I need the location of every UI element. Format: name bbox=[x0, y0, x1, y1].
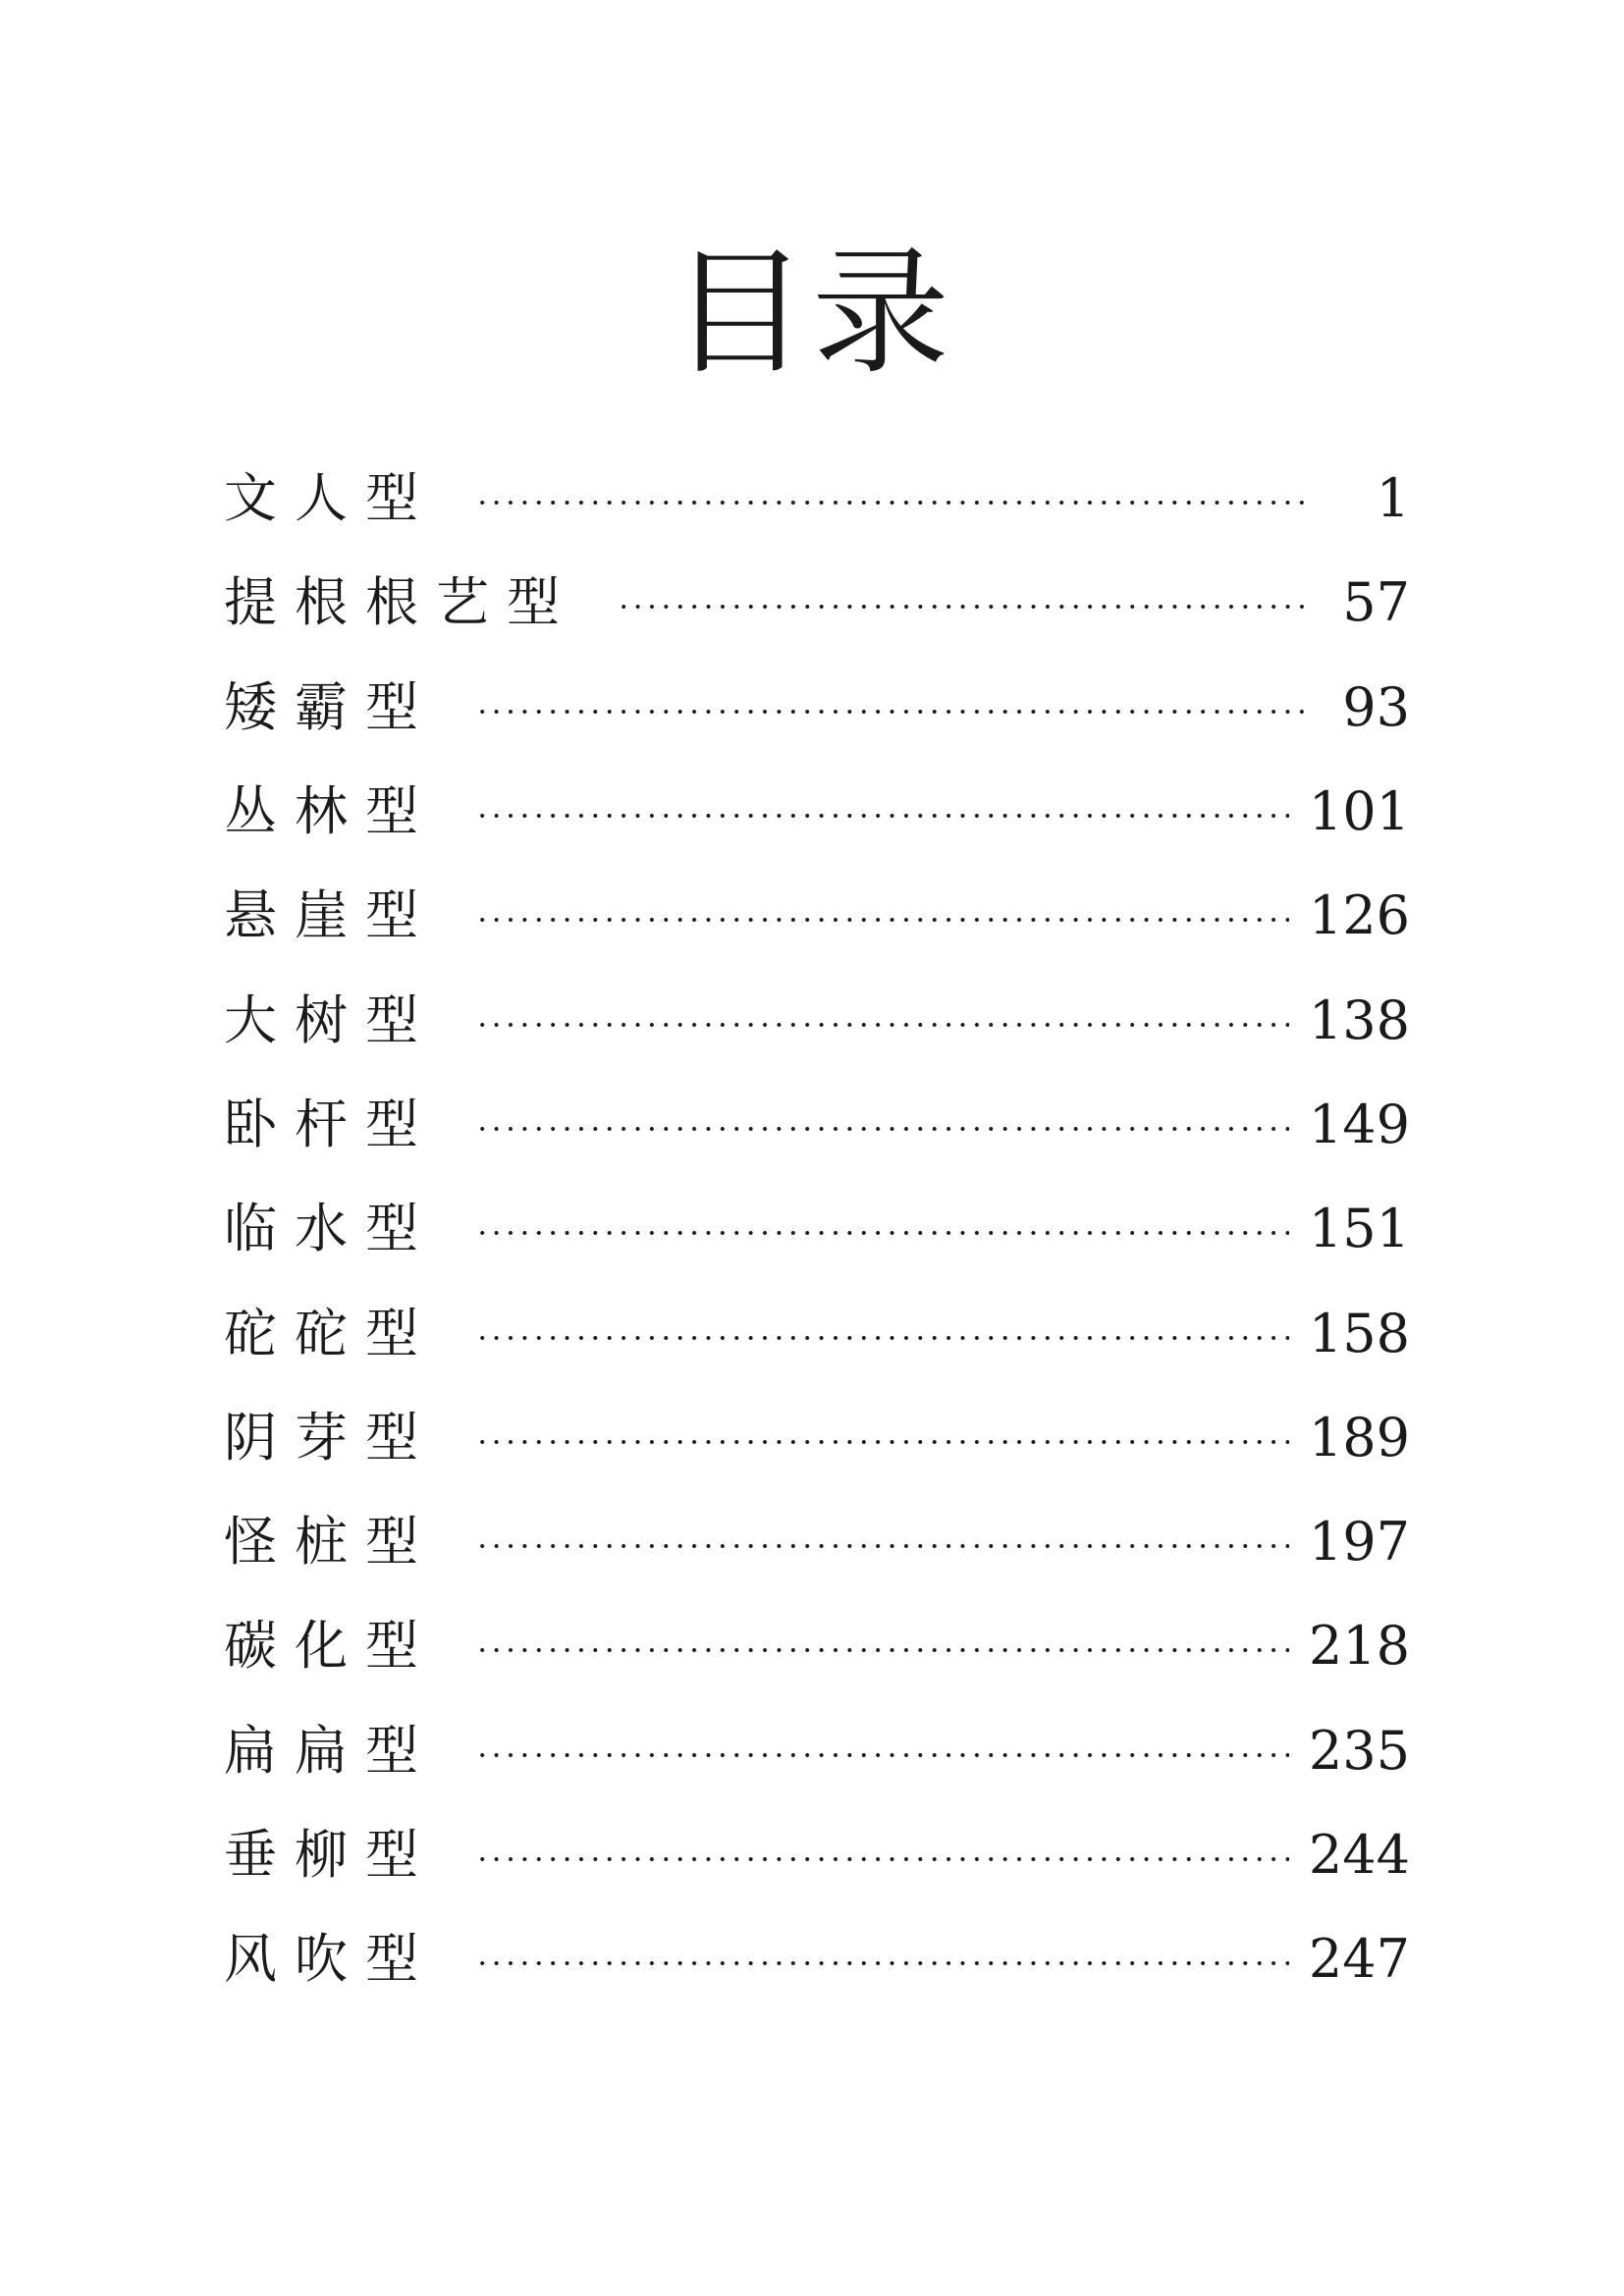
toc-entry[interactable] bbox=[224, 968, 1410, 1072]
toc-entry[interactable] bbox=[224, 1907, 1410, 2011]
dot-leader bbox=[475, 814, 1289, 818]
toc-entry-page-number: 1 bbox=[1376, 467, 1410, 530]
toc-entry-label: 风吹型 bbox=[224, 1928, 436, 1991]
toc-entry[interactable] bbox=[224, 864, 1410, 968]
toc-entry-page-number: 189 bbox=[1308, 1406, 1410, 1468]
toc-entry[interactable] bbox=[224, 551, 1410, 655]
dot-leader bbox=[475, 710, 1308, 714]
toc-entry-label: 阴芽型 bbox=[224, 1406, 436, 1468]
toc-entry-label: 卧杆型 bbox=[224, 1093, 436, 1155]
toc-entry-page-number: 235 bbox=[1308, 1719, 1410, 1782]
toc-entry[interactable] bbox=[224, 1699, 1410, 1803]
toc-entry-page-number: 149 bbox=[1308, 1093, 1410, 1155]
toc-entry[interactable] bbox=[224, 447, 1410, 551]
toc-entry[interactable] bbox=[224, 1281, 1410, 1385]
toc-entry-label: 垂柳型 bbox=[224, 1824, 436, 1886]
toc-entry-label: 临水型 bbox=[224, 1198, 436, 1260]
toc-entry[interactable] bbox=[224, 1594, 1410, 1698]
toc-entry-page-number: 218 bbox=[1308, 1615, 1410, 1678]
dot-leader bbox=[475, 1440, 1289, 1444]
toc-entry-page-number: 244 bbox=[1308, 1824, 1410, 1886]
dot-leader bbox=[475, 1857, 1289, 1861]
toc-entry[interactable] bbox=[224, 656, 1410, 760]
dot-leader bbox=[617, 605, 1308, 609]
toc-entry-page-number: 126 bbox=[1308, 884, 1410, 947]
toc-entry-label: 丛林型 bbox=[224, 780, 436, 843]
dot-leader bbox=[475, 1544, 1289, 1548]
toc-entry[interactable] bbox=[224, 1073, 1410, 1177]
toc-entry-label: 碳化型 bbox=[224, 1615, 436, 1678]
dot-leader bbox=[475, 1231, 1289, 1235]
toc-entry[interactable] bbox=[224, 1177, 1410, 1281]
dot-leader bbox=[475, 918, 1289, 922]
toc-entry-label: 扁扁型 bbox=[224, 1719, 436, 1782]
toc-entry-page-number: 57 bbox=[1342, 571, 1410, 634]
toc-entry-page-number: 197 bbox=[1308, 1511, 1410, 1574]
dot-leader bbox=[475, 1648, 1289, 1652]
toc-entry-label: 文人型 bbox=[224, 467, 436, 530]
toc-entry-label: 悬崖型 bbox=[224, 884, 436, 947]
dot-leader bbox=[475, 1127, 1289, 1131]
toc-entry-page-number: 247 bbox=[1308, 1928, 1410, 1991]
table-of-contents bbox=[224, 447, 1410, 2011]
dot-leader bbox=[475, 1961, 1289, 1965]
toc-entry-label: 怪桩型 bbox=[224, 1511, 436, 1574]
toc-entry[interactable] bbox=[224, 1803, 1410, 1907]
toc-entry-page-number: 93 bbox=[1342, 675, 1410, 738]
toc-entry-label: 提根根艺型 bbox=[224, 571, 577, 634]
dot-leader bbox=[475, 1336, 1289, 1340]
dot-leader bbox=[475, 1023, 1289, 1027]
toc-entry[interactable] bbox=[224, 760, 1410, 864]
toc-entry-label: 砣砣型 bbox=[224, 1302, 436, 1364]
toc-entry[interactable] bbox=[224, 1386, 1410, 1490]
toc-entry-page-number: 138 bbox=[1308, 988, 1410, 1051]
toc-entry-page-number: 151 bbox=[1308, 1198, 1410, 1260]
toc-entry-label: 矮霸型 bbox=[224, 675, 436, 738]
page-title: 目录 bbox=[670, 234, 953, 394]
dot-leader bbox=[475, 501, 1308, 505]
toc-entry-page-number: 158 bbox=[1308, 1302, 1410, 1364]
toc-entry-label: 大树型 bbox=[224, 988, 436, 1051]
toc-entry-page-number: 101 bbox=[1308, 780, 1410, 843]
toc-entry[interactable] bbox=[224, 1490, 1410, 1594]
dot-leader bbox=[475, 1753, 1289, 1757]
